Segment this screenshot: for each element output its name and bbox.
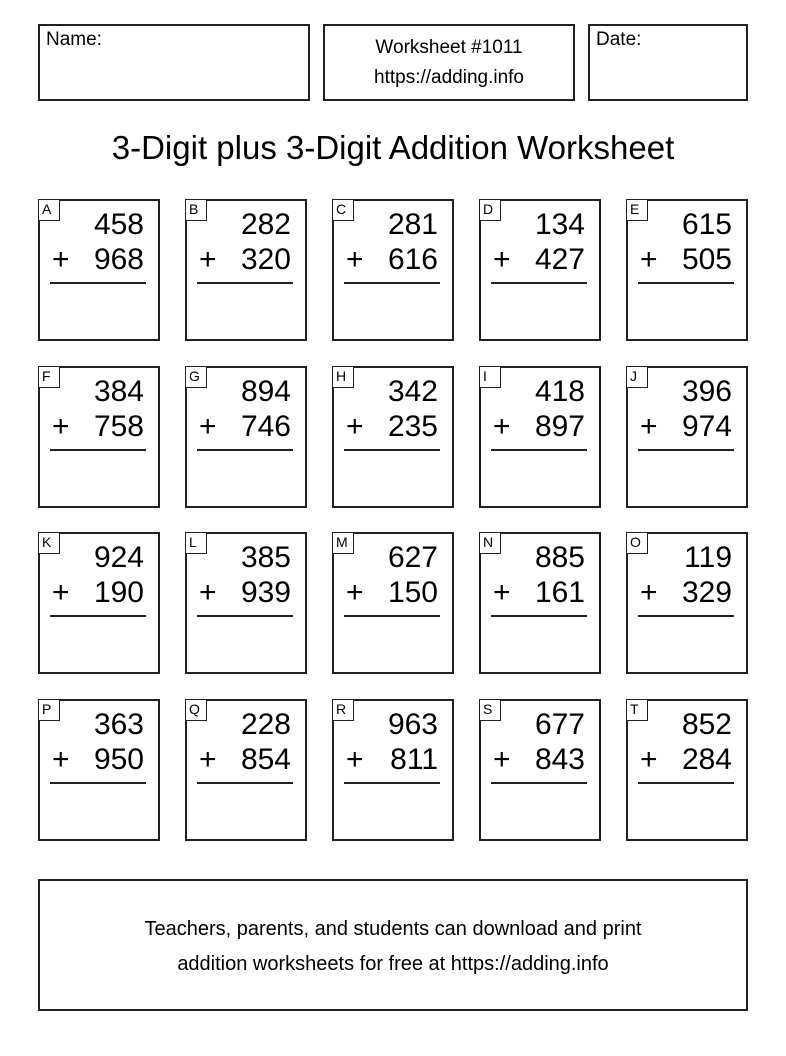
problem-letter: F <box>38 366 60 388</box>
bottom-addend: 974 <box>681 410 732 443</box>
website-link[interactable]: https://adding.info <box>374 67 524 88</box>
top-addend: 385 <box>240 541 291 574</box>
problem-letter: H <box>332 366 354 388</box>
answer-line <box>491 782 587 784</box>
bottom-addend: 968 <box>93 243 144 276</box>
answer-line <box>50 282 146 284</box>
problem-letter: P <box>38 699 60 721</box>
name-label: Name: <box>46 29 102 50</box>
plus-sign: + <box>52 743 70 776</box>
plus-sign: + <box>493 576 511 609</box>
plus-sign: + <box>346 743 364 776</box>
problem-card[interactable] <box>332 199 454 341</box>
bottom-addend: 320 <box>240 243 291 276</box>
problem-letter: N <box>479 532 501 554</box>
plus-sign: + <box>493 243 511 276</box>
footer-line-1: Teachers, parents, and students can download and print <box>144 918 642 940</box>
answer-line <box>638 282 734 284</box>
answer-line <box>197 282 293 284</box>
problem-letter: K <box>38 532 60 554</box>
worksheet-info-box <box>323 24 575 101</box>
plus-sign: + <box>640 410 658 443</box>
problem-letter: A <box>38 199 60 221</box>
date-label: Date: <box>596 29 642 50</box>
problem-letter: M <box>332 532 354 554</box>
plus-sign: + <box>199 410 217 443</box>
top-addend: 228 <box>240 708 291 741</box>
top-addend: 396 <box>681 375 732 408</box>
problem-card[interactable] <box>626 699 748 841</box>
plus-sign: + <box>640 743 658 776</box>
answer-line <box>344 449 440 451</box>
top-addend: 134 <box>534 208 585 241</box>
problem-letter: B <box>185 199 207 221</box>
worksheet-number: Worksheet #1011 <box>375 37 523 58</box>
top-addend: 627 <box>387 541 438 574</box>
answer-line <box>50 782 146 784</box>
top-addend: 418 <box>534 375 585 408</box>
problem-card[interactable] <box>479 699 601 841</box>
problem-card[interactable] <box>38 366 160 508</box>
problem-letter: O <box>626 532 648 554</box>
problem-card[interactable] <box>479 366 601 508</box>
answer-line <box>197 449 293 451</box>
problem-letter: Q <box>185 699 207 721</box>
problem-letter: G <box>185 366 207 388</box>
problem-letter: I <box>479 366 501 388</box>
bottom-addend: 843 <box>534 743 585 776</box>
problem-card[interactable] <box>332 532 454 674</box>
answer-line <box>491 449 587 451</box>
problem-letter: S <box>479 699 501 721</box>
top-addend: 677 <box>534 708 585 741</box>
top-addend: 458 <box>93 208 144 241</box>
plus-sign: + <box>199 243 217 276</box>
problem-letter: T <box>626 699 648 721</box>
problem-card[interactable] <box>626 366 748 508</box>
answer-line <box>344 282 440 284</box>
problem-letter: R <box>332 699 354 721</box>
problem-card[interactable] <box>185 199 307 341</box>
plus-sign: + <box>52 410 70 443</box>
top-addend: 894 <box>240 375 291 408</box>
plus-sign: + <box>493 410 511 443</box>
plus-sign: + <box>640 576 658 609</box>
answer-line <box>197 782 293 784</box>
plus-sign: + <box>346 576 364 609</box>
bottom-addend: 190 <box>93 576 144 609</box>
problem-card[interactable] <box>38 699 160 841</box>
problem-card[interactable] <box>479 199 601 341</box>
problem-card[interactable] <box>38 199 160 341</box>
problem-card[interactable] <box>185 366 307 508</box>
date-box[interactable] <box>588 24 748 101</box>
answer-line <box>638 782 734 784</box>
problem-card[interactable] <box>626 532 748 674</box>
top-addend: 885 <box>534 541 585 574</box>
bottom-addend: 746 <box>240 410 291 443</box>
footer-box <box>38 879 748 1011</box>
bottom-addend: 329 <box>681 576 732 609</box>
answer-line <box>638 615 734 617</box>
plus-sign: + <box>640 243 658 276</box>
problem-letter: E <box>626 199 648 221</box>
bottom-addend: 939 <box>240 576 291 609</box>
bottom-addend: 897 <box>534 410 585 443</box>
problem-letter: J <box>626 366 648 388</box>
answer-line <box>197 615 293 617</box>
top-addend: 282 <box>240 208 291 241</box>
answer-line <box>50 449 146 451</box>
bottom-addend: 161 <box>534 576 585 609</box>
problem-card[interactable] <box>185 699 307 841</box>
top-addend: 342 <box>387 375 438 408</box>
top-addend: 852 <box>681 708 732 741</box>
answer-line <box>50 615 146 617</box>
plus-sign: + <box>52 576 70 609</box>
problem-card[interactable] <box>332 699 454 841</box>
bottom-addend: 758 <box>93 410 144 443</box>
plus-sign: + <box>493 743 511 776</box>
plus-sign: + <box>346 243 364 276</box>
top-addend: 363 <box>93 708 144 741</box>
problem-letter: L <box>185 532 207 554</box>
bottom-addend: 854 <box>240 743 291 776</box>
bottom-addend: 811 <box>390 743 438 776</box>
problem-letter: C <box>332 199 354 221</box>
top-addend: 615 <box>681 208 732 241</box>
problem-letter: D <box>479 199 501 221</box>
bottom-addend: 150 <box>387 576 438 609</box>
problem-card[interactable] <box>185 532 307 674</box>
problem-card[interactable] <box>38 532 160 674</box>
problem-card[interactable] <box>626 199 748 341</box>
answer-line <box>638 449 734 451</box>
top-addend: 384 <box>93 375 144 408</box>
bottom-addend: 284 <box>681 743 732 776</box>
bottom-addend: 950 <box>93 743 144 776</box>
name-box[interactable] <box>38 24 310 101</box>
top-addend: 924 <box>93 541 144 574</box>
footer-line-2: addition worksheets for free at https://adding.info <box>177 953 609 975</box>
answer-line <box>344 615 440 617</box>
bottom-addend: 505 <box>681 243 732 276</box>
problem-card[interactable] <box>479 532 601 674</box>
plus-sign: + <box>199 576 217 609</box>
bottom-addend: 427 <box>534 243 585 276</box>
plus-sign: + <box>199 743 217 776</box>
answer-line <box>491 282 587 284</box>
answer-line <box>344 782 440 784</box>
top-addend: 963 <box>387 708 438 741</box>
plus-sign: + <box>52 243 70 276</box>
top-addend: 281 <box>387 208 438 241</box>
bottom-addend: 616 <box>387 243 438 276</box>
answer-line <box>491 615 587 617</box>
plus-sign: + <box>346 410 364 443</box>
top-addend: 119 <box>684 541 732 574</box>
problem-card[interactable] <box>332 366 454 508</box>
bottom-addend: 235 <box>387 410 438 443</box>
page-title: 3-Digit plus 3-Digit Addition Worksheet <box>111 129 675 166</box>
